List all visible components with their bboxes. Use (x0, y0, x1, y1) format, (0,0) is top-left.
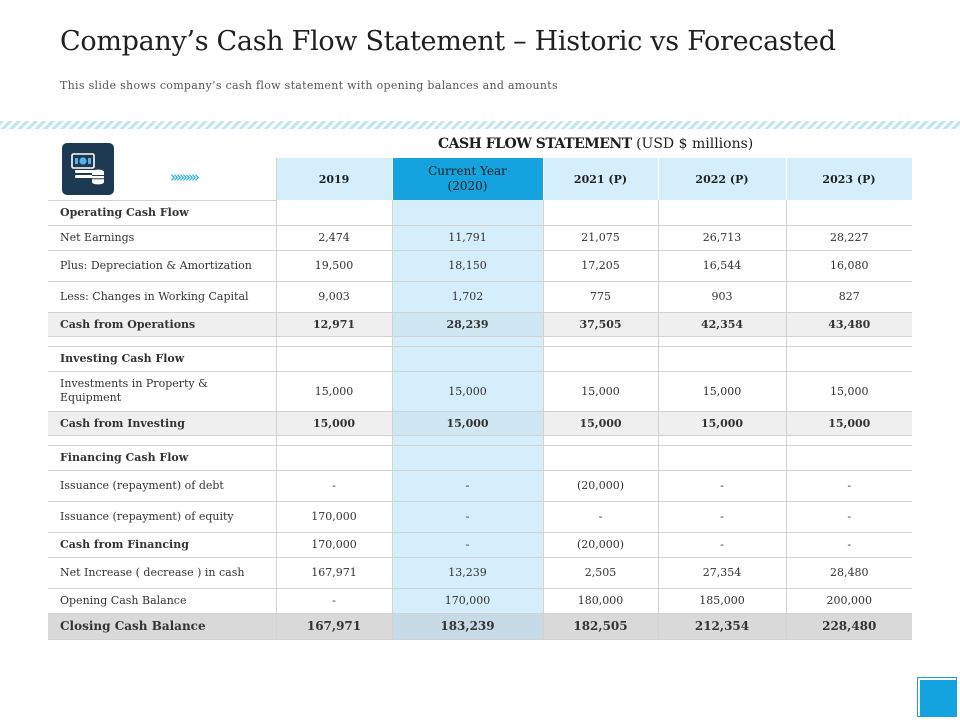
cell-value: 28,239 (392, 312, 543, 336)
cell-value: 167,971 (276, 557, 392, 588)
statement-title-unit: (USD $ millions) (636, 136, 754, 152)
cell-value: 212,354 (658, 613, 786, 639)
cell-value: 13,239 (392, 557, 543, 588)
cell-value: - (276, 588, 392, 613)
total-row (48, 411, 912, 435)
col-2023: 2023 (P) (786, 158, 912, 200)
cell-value: 43,480 (786, 312, 912, 336)
cell-value: - (543, 501, 658, 532)
col-2021: 2021 (P) (543, 158, 658, 200)
row-label: Issuance (repayment) of debt (48, 470, 276, 501)
money-stack-icon (62, 143, 114, 195)
cell-value: 15,000 (276, 411, 392, 435)
row-label: Cash from Financing (48, 532, 276, 557)
spacer-row (48, 336, 912, 346)
cell-value: - (392, 470, 543, 501)
cell-value: 42,354 (658, 312, 786, 336)
cell-value: 183,239 (392, 613, 543, 639)
cell-value: 15,000 (786, 371, 912, 411)
cell-value: 16,544 (658, 250, 786, 281)
cell-value: 15,000 (392, 371, 543, 411)
row-label: Net Earnings (48, 225, 276, 250)
cell-value: 2,474 (276, 225, 392, 250)
cell-value: - (658, 532, 786, 557)
cell-value: - (392, 532, 543, 557)
table-row (48, 588, 912, 613)
cell-value: 228,480 (786, 613, 912, 639)
chevron-arrows-icon: ››››››››› (170, 168, 197, 186)
row-label: Issuance (repayment) of equity (48, 501, 276, 532)
table-row (48, 281, 912, 312)
section-label: Operating Cash Flow (48, 200, 276, 225)
cell-value: 27,354 (658, 557, 786, 588)
total-row (48, 532, 912, 557)
cell-value: - (786, 501, 912, 532)
table-row (48, 557, 912, 588)
cell-value: 180,000 (543, 588, 658, 613)
statement-title-bold: CASH FLOW STATEMENT (438, 136, 632, 152)
cell-value: 775 (543, 281, 658, 312)
cell-value: 21,075 (543, 225, 658, 250)
cell-value: 15,000 (276, 371, 392, 411)
cell-value: 18,150 (392, 250, 543, 281)
cell-value: - (658, 470, 786, 501)
cell-value: 170,000 (392, 588, 543, 613)
col-current-year-line2: (2020) (447, 179, 488, 193)
table-row (48, 470, 912, 501)
cell-value: 15,000 (658, 371, 786, 411)
row-label: Cash from Investing (48, 411, 276, 435)
table-row (48, 501, 912, 532)
cell-value: 185,000 (658, 588, 786, 613)
cell-value: 1,702 (392, 281, 543, 312)
cash-flow-table (48, 158, 913, 640)
closing-row (48, 613, 912, 639)
cell-value: 26,713 (658, 225, 786, 250)
row-label: Plus: Depreciation & Amortization (48, 250, 276, 281)
cell-value: (20,000) (543, 532, 658, 557)
row-label: Cash from Operations (48, 312, 276, 336)
col-2019: 2019 (276, 158, 392, 200)
decorative-stripe (0, 121, 960, 129)
cell-value: 200,000 (786, 588, 912, 613)
col-current-year (392, 158, 543, 200)
table-row (48, 371, 912, 411)
col-2022: 2022 (P) (658, 158, 786, 200)
page-title: Company’s Cash Flow Statement – Historic vs Forecasted (60, 26, 836, 57)
col-current-year-line1: Current Year (428, 164, 507, 178)
cell-value: 11,791 (392, 225, 543, 250)
section-row-investing (48, 346, 912, 371)
row-label: Closing Cash Balance (48, 613, 276, 639)
statement-title (438, 136, 753, 152)
cell-value: 2,505 (543, 557, 658, 588)
cell-value: 28,227 (786, 225, 912, 250)
cell-value: 170,000 (276, 501, 392, 532)
cell-value: 167,971 (276, 613, 392, 639)
cell-value: 15,000 (658, 411, 786, 435)
cell-value: - (658, 501, 786, 532)
cell-value: 17,205 (543, 250, 658, 281)
cell-value: 19,500 (276, 250, 392, 281)
cell-value: - (392, 501, 543, 532)
row-label: Net Increase ( decrease ) in cash (48, 557, 276, 588)
section-row-operating (48, 200, 912, 225)
cell-value: 15,000 (786, 411, 912, 435)
row-label: Opening Cash Balance (48, 588, 276, 613)
cell-value: 16,080 (786, 250, 912, 281)
spacer-row (48, 435, 912, 445)
row-label: Less: Changes in Working Capital (48, 281, 276, 312)
cell-value: - (786, 532, 912, 557)
cell-value: - (786, 470, 912, 501)
cell-value: 15,000 (392, 411, 543, 435)
cell-value: (20,000) (543, 470, 658, 501)
page-subtitle: This slide shows company’s cash flow statement with opening balances and amounts (60, 79, 558, 92)
cell-value: - (276, 470, 392, 501)
section-row-financing (48, 445, 912, 470)
cell-value: 12,971 (276, 312, 392, 336)
cell-value: 827 (786, 281, 912, 312)
section-label: Investing Cash Flow (48, 346, 276, 371)
cell-value: 182,505 (543, 613, 658, 639)
cell-value: 903 (658, 281, 786, 312)
corner-decoration-fill (920, 680, 956, 716)
cell-value: 15,000 (543, 371, 658, 411)
cell-value: 170,000 (276, 532, 392, 557)
cell-value: 15,000 (543, 411, 658, 435)
section-label: Financing Cash Flow (48, 445, 276, 470)
cell-value: 28,480 (786, 557, 912, 588)
table-row (48, 225, 912, 250)
cell-value: 37,505 (543, 312, 658, 336)
total-row (48, 312, 912, 336)
table-row (48, 250, 912, 281)
row-label: Investments in Property & Equipment (48, 371, 276, 411)
cell-value: 9,003 (276, 281, 392, 312)
